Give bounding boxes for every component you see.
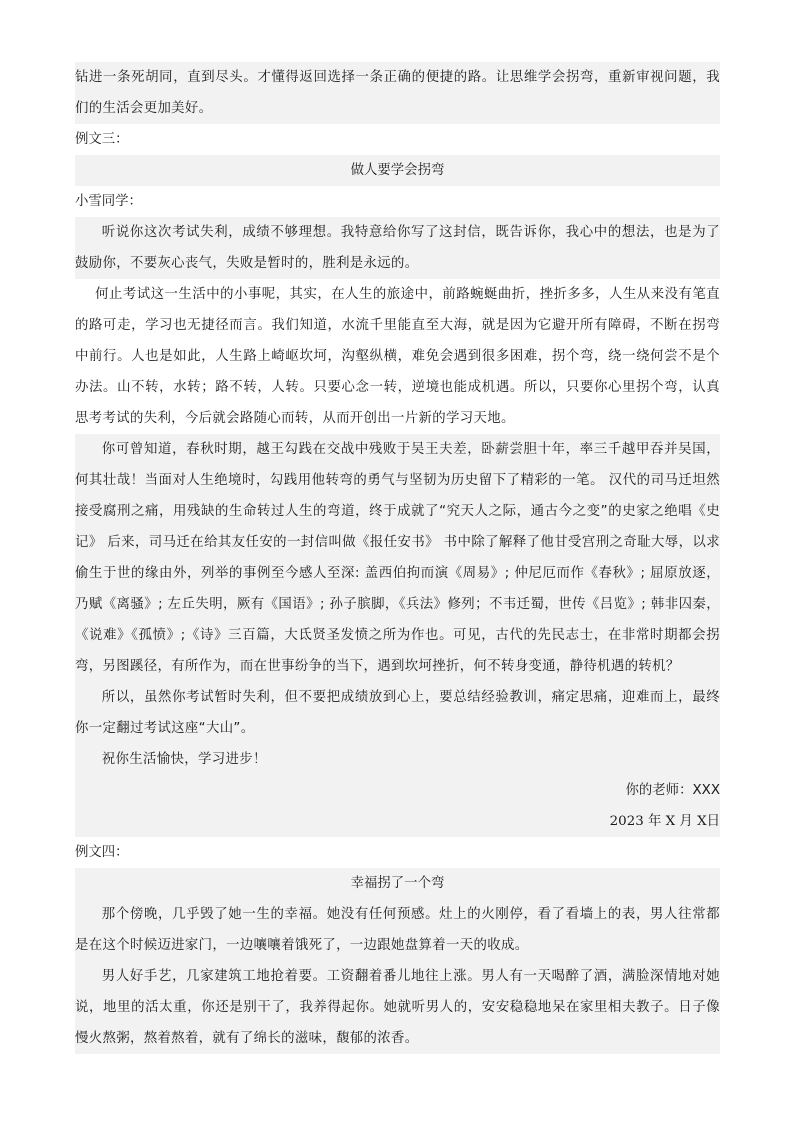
section-label-example-3: 例文三： (75, 132, 129, 147)
letter-signature: 你的老师：XXX (75, 775, 720, 806)
essay-title-4: 幸福拐了一个弯 (75, 868, 720, 899)
paragraph-conclusion: 钻进一条死胡同，直到尽头。才懂得返回选择一条正确的便捷的路。让思维学会拐弯，重新审视问题，我们的生活会更加美好。 (75, 62, 720, 124)
paragraph-letter-4: 所以，虽然你考试暂时失利，但不要把成绩放到心上，要总结经验教训，痛定思痛，迎难而上，最终你一定翻过考试这座“大山”。 (75, 682, 720, 744)
paragraph-story-2: 男人好手艺，几家建筑工地抢着要。工资翻着番儿地往上涨。男人有一天喝醉了酒，满脸深情地对她说，地里的活太重，你还是别干了，我养得起你。她就听男人的，安安稳稳地呆在家里相夫教子。日子像慢火熬粥，熬着熬着，就有了绵长的滋味，馥郁的浓香。 (75, 961, 720, 1054)
letter-wish: 祝你生活愉快，学习进步！ (75, 744, 720, 775)
paragraph-letter-3: 你可曾知道，春秋时期，越王勾践在交战中残败于吴王夫差，卧薪尝胆十年，率三千越甲吞并吴国，何其壮哉！当面对人生绝境时，勾践用他转弯的勇气与坚韧为历史留下了精彩的一笔。 汉代的司马迁坦然接受腐刑之痛，用残缺的生命转过人生的弯道，终于成就了“究天人之际，通古今之变”的史家之绝唱《史记》 后来，司马迁在给其友任安的一封信叫做《报任安书》 书中除了解释了他甘受宫刑之奇耻大辱，以求偷生于世的缘由外，列举的事例至今感人至深: 盖西伯拘而演《周易》; 仲尼厄而作《春秋》; 屈原放逐，乃赋《离骚》; 左丘失明，厥有《国语》; 孙子膑脚，《兵法》修列；不韦迁蜀，世传《吕览》; 韩非囚秦，《说难》《孤愤》;《诗》三百篇，大氐贤圣发愤之所为作也。可见，古代的先民志士，在非常时期都会拐弯，另图蹊径，有所作为，而在世事纷争的当下，遇到坎坷挫折，何不转身变通，静待机遇的转机？ (75, 434, 720, 682)
essay-title-3: 做人要学会拐弯 (75, 155, 720, 186)
section-label-example-4: 例文四： (75, 845, 129, 860)
paragraph-letter-1: 听说你这次考试失利，成绩不够理想。我特意给你写了这封信，既告诉你，我心中的想法，也是为了鼓励你，不要灰心丧气，失败是暂时的，胜利是永远的。 (75, 217, 720, 279)
paragraph-story-1: 那个傍晚，几乎毁了她一生的幸福。她没有任何预感。灶上的火刚停，看了看墙上的表，男人往常都是在这个时候迈进家门，一边嚷嚷着饿死了，一边跟她盘算着一天的收成。 (75, 899, 720, 961)
letter-salutation: 小雪同学： (75, 194, 142, 209)
letter-date: 2023 年 X 月 X日 (75, 806, 720, 837)
paragraph-letter-2: 何止考试这一生活中的小事呢，其实，在人生的旅途中，前路蜿蜒曲折，挫折多多，人生从来没有笔直的路可走，学习也无捷径而言。我们知道，水流千里能直至大海，就是因为它避开所有障碍，不断在拐弯中前行。人也是如此，人生路上崎岖坎坷，沟壑纵横，难免会遇到很多困难，拐个弯，绕一绕何尝不是个办法。山不转，水转；路不转，人转。只要心念一转，逆境也能成机遇。所以，只要你心里拐个弯，认真思考考试的失利，今后就会路随心而转，从而开创出一片新的学习天地。 (75, 287, 720, 426)
document-page (75, 62, 720, 1054)
